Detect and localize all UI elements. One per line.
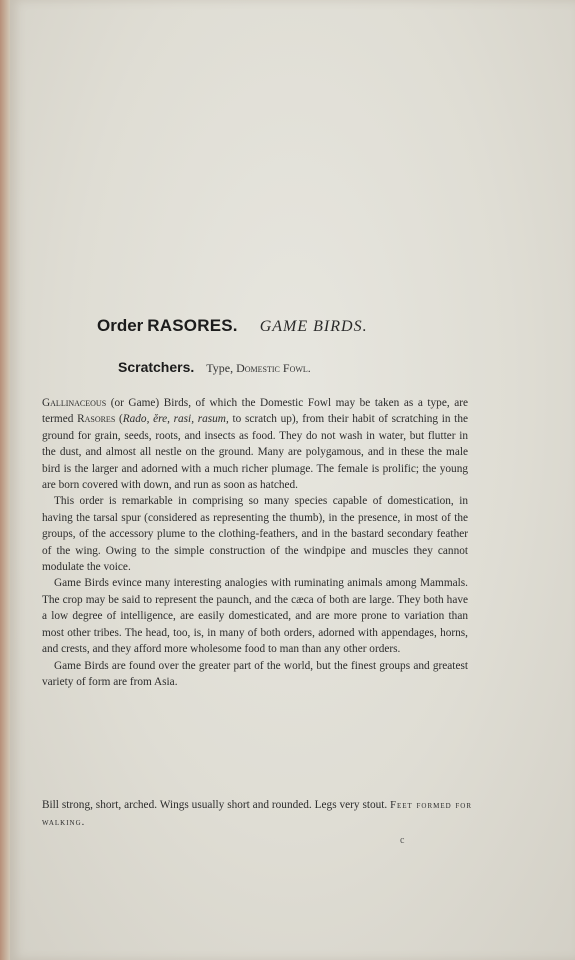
paragraph-3: Game Birds evince many interesting analogies with ruminating animals among Mammals. The crop may be said to represent the paunch, and the cæca of both are large. They both have a low degree of intelligence, are easily domesticated, and are more prone to variation than most other tribes. The head, too, is, in many of both orders, adorned with appendages, horns, and crests, and they afford more wholesome food to man than any other orders. bbox=[42, 577, 468, 656]
paragraph-1-term: Rasores bbox=[77, 413, 116, 426]
paragraph-2: This order is remarkable in comprising so many species capable of domestication, in having the tarsal spur (considered as representing the thumb), in the presence, in most of the groups, of the accessory plume to the clothing-feathers, and in the bastard secondary feather of the wing. Owing to the simple construction of the windpipe and muscles they cannot modulate the voice. bbox=[42, 495, 468, 574]
page-heading bbox=[97, 316, 517, 336]
traits-summary bbox=[42, 797, 472, 831]
type-label: Type, bbox=[206, 361, 234, 375]
paragraph-1-etymology: Rado, ĕre, rasi, rasum, bbox=[122, 413, 229, 426]
paragraph-1-part-a: (or Game) Birds, of which the Domestic Fowl may be taken as a type, are termed bbox=[42, 397, 468, 426]
paragraph-4: Game Birds are found over the greater part of the world, but the finest groups and greatest variety of form are from Asia. bbox=[42, 659, 468, 688]
paragraph-1 bbox=[42, 395, 468, 493]
order-alternate-name: GAME BIRDS. bbox=[259, 318, 368, 335]
traits-paragraph bbox=[42, 797, 472, 831]
traits-feet: Feet formed for walking. bbox=[42, 800, 472, 828]
subheading-type bbox=[206, 361, 311, 375]
subheading-title: Scratchers. bbox=[118, 359, 195, 375]
paragraph-1-part-b: ( bbox=[115, 413, 123, 426]
subheading bbox=[118, 359, 311, 377]
paragraph-1-lead: Gallinaceous bbox=[42, 397, 107, 409]
type-value: Domestic Fowl. bbox=[236, 361, 311, 375]
paragraph-1-part-c: to scratch up), from their habit of scratching in the ground for grain, seeds, roots, and insects as food. They do not wash in water, but flutter in the dust, and almost all nestle on the ground. Many are polygamous, and in these the male bird is the larger and adorned with a much richer plumage. The female is prolific; the young are born covered with down, and run as soon as hatched. bbox=[42, 413, 468, 492]
body-text bbox=[42, 395, 468, 690]
signature-mark: c bbox=[400, 835, 405, 846]
order-word: Order bbox=[97, 316, 144, 335]
order-name: RASORES. bbox=[147, 316, 238, 335]
traits-text: Bill strong, short, arched. Wings usually short and rounded. Legs very stout. bbox=[42, 799, 391, 811]
